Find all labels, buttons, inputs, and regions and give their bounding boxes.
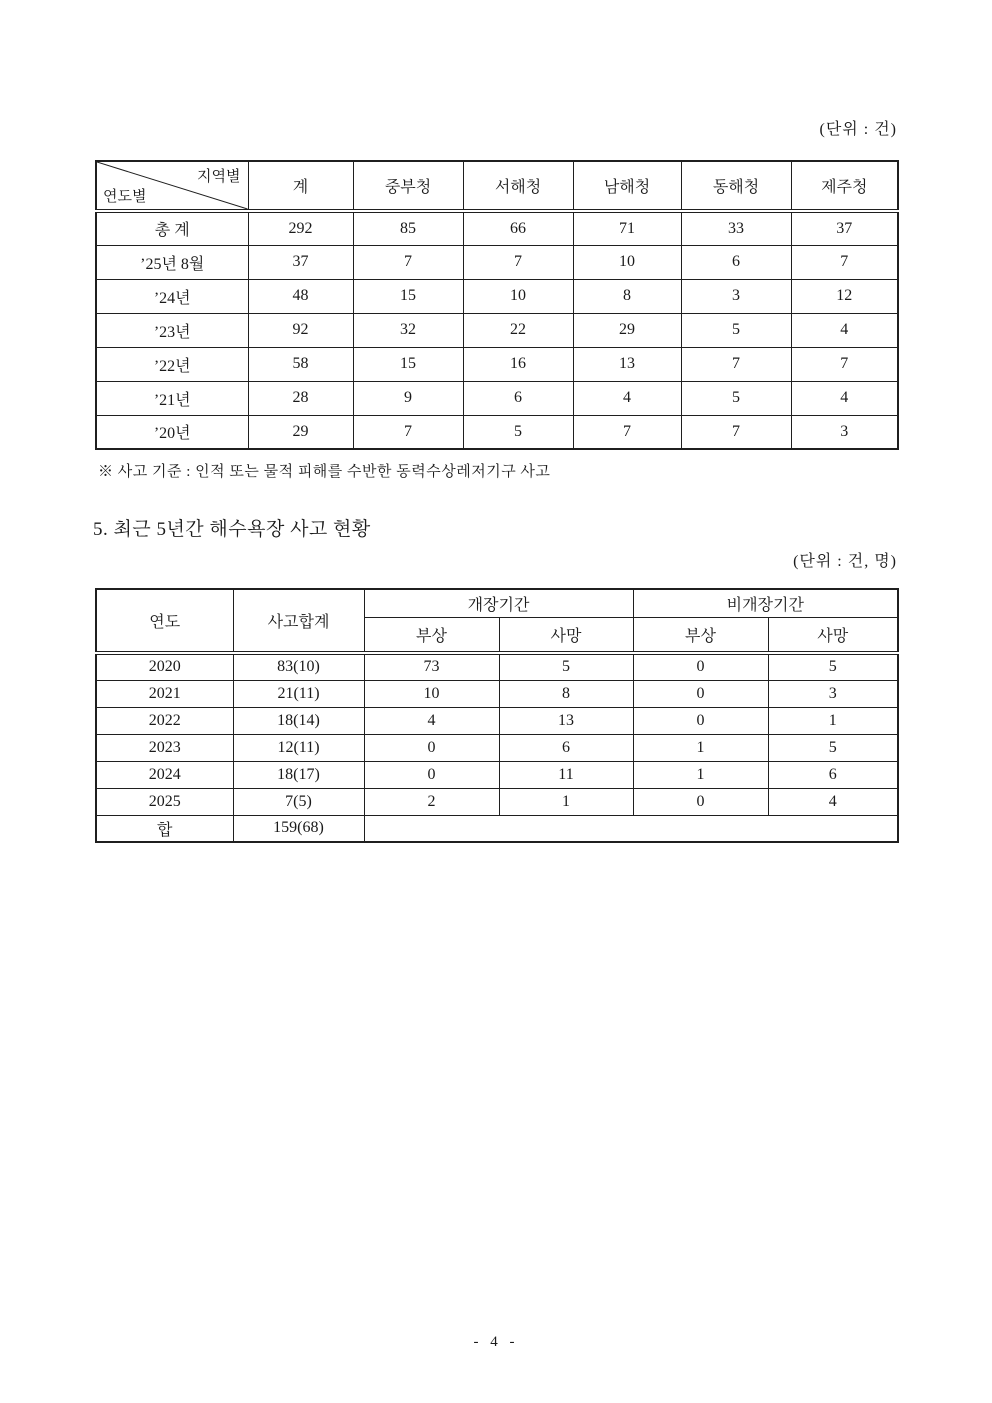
table-row — [96, 788, 898, 815]
table-cell: 48 — [248, 279, 353, 313]
table-cell: 22 — [463, 313, 573, 347]
column-header-open-death: 사망 — [499, 617, 633, 653]
table-cell: 6 — [463, 381, 573, 415]
unit-label-accidents: (단위 : 건) — [819, 121, 897, 138]
table-cell: 66 — [463, 211, 573, 245]
table-row — [96, 680, 898, 707]
table-cell: 8 — [499, 680, 633, 707]
total-cell: 18(17) — [233, 761, 364, 788]
table-cell: 292 — [248, 211, 353, 245]
year-cell: 2023 — [96, 734, 233, 761]
table-cell: 10 — [463, 279, 573, 313]
table-row — [96, 707, 898, 734]
table-row — [96, 211, 898, 245]
column-header: 계 — [248, 161, 353, 211]
table-cell: 1 — [633, 761, 768, 788]
table-cell: 12 — [791, 279, 898, 313]
column-header-year: 연도 — [96, 589, 233, 653]
table-cell: 7 — [573, 415, 681, 449]
column-header: 서해청 — [463, 161, 573, 211]
empty-merged-cell — [364, 815, 898, 842]
table-cell: 0 — [633, 680, 768, 707]
table-cell: 32 — [353, 313, 463, 347]
table-cell: 8 — [573, 279, 681, 313]
table-cell: 7 — [353, 245, 463, 279]
table-cell: 33 — [681, 211, 791, 245]
table-cell: 29 — [573, 313, 681, 347]
column-group-closed-period: 비개장기간 — [633, 589, 898, 617]
column-header-open-injury: 부상 — [364, 617, 499, 653]
year-cell: 2021 — [96, 680, 233, 707]
row-label: ’21년 — [96, 381, 248, 415]
total-cell: 12(11) — [233, 734, 364, 761]
table-sum-row — [96, 815, 898, 842]
table-cell: 7 — [791, 347, 898, 381]
column-header: 남해청 — [573, 161, 681, 211]
table-cell: 7 — [681, 347, 791, 381]
row-label: ’23년 — [96, 313, 248, 347]
year-cell: 2022 — [96, 707, 233, 734]
table-row — [96, 653, 898, 680]
column-header: 중부청 — [353, 161, 463, 211]
table-cell: 13 — [573, 347, 681, 381]
section-title: 5. 최근 5년간 해수욕장 사고 현황 — [93, 519, 371, 540]
table-cell: 7 — [463, 245, 573, 279]
table-cell: 9 — [353, 381, 463, 415]
table-cell: 5 — [681, 381, 791, 415]
row-label: ’20년 — [96, 415, 248, 449]
column-group-open-period: 개장기간 — [364, 589, 633, 617]
table-cell: 29 — [248, 415, 353, 449]
table-cell: 0 — [633, 653, 768, 680]
total-cell: 21(11) — [233, 680, 364, 707]
sum-total-cell: 159(68) — [233, 815, 364, 842]
table-cell: 7 — [353, 415, 463, 449]
corner-label-region: 지역별 — [197, 169, 241, 185]
page-number: - 4 - — [473, 1334, 519, 1350]
table-row — [96, 761, 898, 788]
column-header-closed-death: 사망 — [768, 617, 898, 653]
column-header: 동해청 — [681, 161, 791, 211]
table-cell: 0 — [633, 707, 768, 734]
table-cell: 3 — [681, 279, 791, 313]
table-cell: 4 — [364, 707, 499, 734]
table-cell: 28 — [248, 381, 353, 415]
table-row — [96, 313, 898, 347]
row-label: 총 계 — [96, 211, 248, 245]
table-cell: 6 — [768, 761, 898, 788]
table-cell: 92 — [248, 313, 353, 347]
total-cell: 18(14) — [233, 707, 364, 734]
row-label: ’22년 — [96, 347, 248, 381]
total-cell: 83(10) — [233, 653, 364, 680]
corner-label-year: 연도별 — [103, 189, 147, 205]
table-cell: 1 — [633, 734, 768, 761]
table-cell: 3 — [791, 415, 898, 449]
table-cell: 6 — [681, 245, 791, 279]
year-cell: 2024 — [96, 761, 233, 788]
table-cell: 0 — [633, 788, 768, 815]
beach-accidents-table — [95, 588, 899, 843]
total-cell: 7(5) — [233, 788, 364, 815]
table-cell: 10 — [573, 245, 681, 279]
table-cell: 7 — [791, 245, 898, 279]
accident-criteria-footnote: ※ 사고 기준 : 인적 또는 물적 피해를 수반한 동력수상레저기구 사고 — [98, 464, 551, 480]
table-cell: 4 — [791, 313, 898, 347]
table-row — [96, 245, 898, 279]
table-cell: 0 — [364, 761, 499, 788]
table-cell: 37 — [791, 211, 898, 245]
sum-label-cell: 합 — [96, 815, 233, 842]
table-cell: 71 — [573, 211, 681, 245]
table-cell: 4 — [573, 381, 681, 415]
diagonal-corner-cell — [96, 161, 248, 211]
table-cell: 10 — [364, 680, 499, 707]
table-cell: 6 — [499, 734, 633, 761]
table-row — [96, 381, 898, 415]
table-header-row — [96, 589, 898, 617]
table-cell: 11 — [499, 761, 633, 788]
table-cell: 3 — [768, 680, 898, 707]
table-cell: 15 — [353, 347, 463, 381]
table-header-row — [96, 161, 898, 211]
table-cell: 5 — [681, 313, 791, 347]
table-cell: 5 — [768, 653, 898, 680]
regional-accidents-table — [95, 160, 899, 450]
year-cell: 2025 — [96, 788, 233, 815]
table-row — [96, 415, 898, 449]
table-cell: 4 — [768, 788, 898, 815]
table-cell: 0 — [364, 734, 499, 761]
table-cell: 1 — [768, 707, 898, 734]
table-row — [96, 347, 898, 381]
column-header: 제주청 — [791, 161, 898, 211]
table-cell: 13 — [499, 707, 633, 734]
table-cell: 58 — [248, 347, 353, 381]
column-header-total: 사고합계 — [233, 589, 364, 653]
table-cell: 4 — [791, 381, 898, 415]
table-cell: 73 — [364, 653, 499, 680]
table-cell: 1 — [499, 788, 633, 815]
table-cell: 37 — [248, 245, 353, 279]
table-cell: 5 — [499, 653, 633, 680]
table-cell: 2 — [364, 788, 499, 815]
table-cell: 7 — [681, 415, 791, 449]
row-label: ’24년 — [96, 279, 248, 313]
table-row — [96, 279, 898, 313]
table-cell: 5 — [463, 415, 573, 449]
table-cell: 16 — [463, 347, 573, 381]
table-cell: 85 — [353, 211, 463, 245]
year-cell: 2020 — [96, 653, 233, 680]
unit-label-beach: (단위 : 건, 명) — [793, 553, 897, 570]
table-cell: 15 — [353, 279, 463, 313]
column-header-closed-injury: 부상 — [633, 617, 768, 653]
table-row — [96, 734, 898, 761]
row-label: ’25년 8월 — [96, 245, 248, 279]
table-cell: 5 — [768, 734, 898, 761]
